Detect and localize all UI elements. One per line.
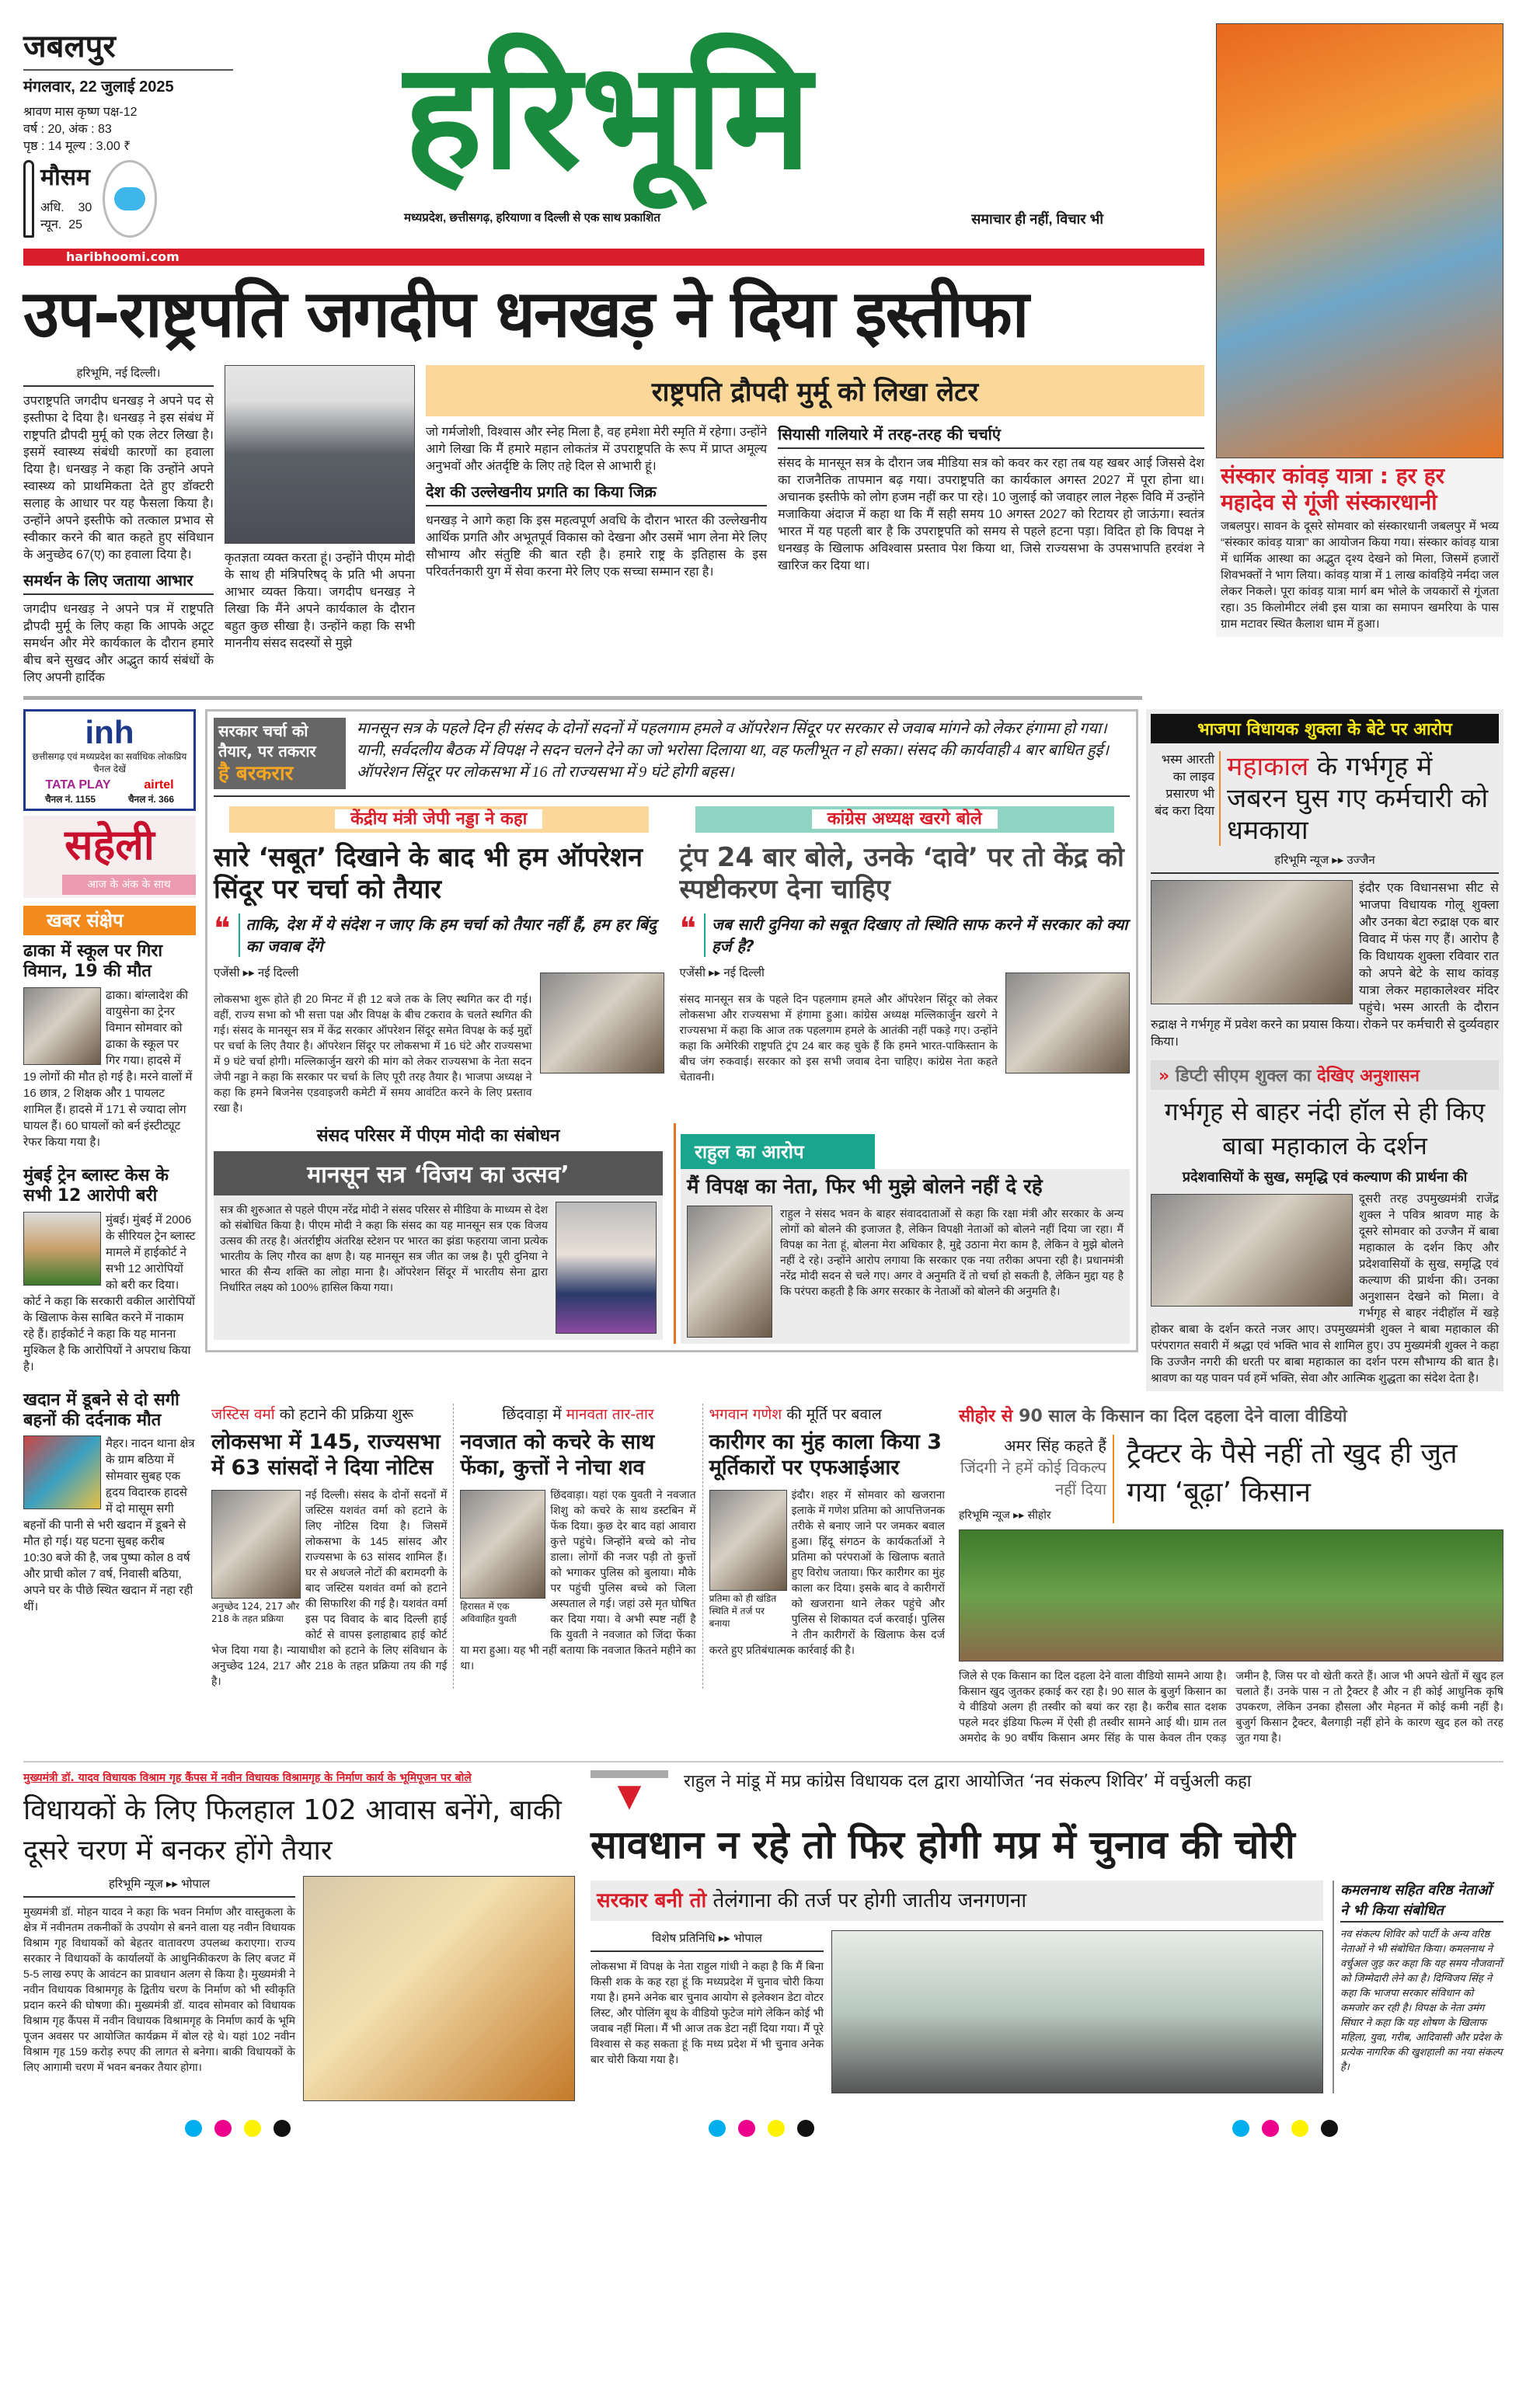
masthead-info: [23, 23, 233, 238]
rahul-photo: [687, 1206, 772, 1338]
body-text: उपराष्ट्रपति जगदीप धनखड़ ने अपने पद से इस्तीफा दे दिया है। धनखड़ ने इस संबंध में राष्ट्रपति द्रौपदी मुर्मू को एक लेटर लिखा है। इसमें स्वास्थ्य संबंधी कारणों का हवाला दिया है। धनखड़ ने कहा कि उन्होंने अपने स्वास्थ्य को प्राथमिकता देते हुए डॉक्टरी सलाह के आधार पर यह फैसला किया है। उन्होंने अपने इस्तीफे को तत्काल प्रभाव से स्वीकार करने की बात कहते हुए संविधान के अनुच्छेद 67(ए) का हवाला दिया है।: [23, 395, 214, 562]
subheading: देश की उल्लेखनीय प्रगति का किया जिक्र: [426, 482, 767, 506]
quote-icon: ❝: [214, 910, 231, 947]
deputy-subheading: प्रदेशवासियों के सुख, समृद्धि एवं कल्याण की प्रार्थना की: [1182, 1169, 1468, 1186]
brief-body: ढाका। बांग्लादेश की वायुसेना का ट्रेनर विमान सोमवार को ढाका के स्कूल पर गिर गया। हादसे में 19 लोगों की मौत हो गई है। मरने वालों में 16 छात्र, 2 शिक्षक और 1 पायलट शामिल हैं। हादसे में 171 से ज्यादा लोग घायल हैं। 60 घायलों को बर्न इंस्टीट्यूट रेफर किया गया है।: [23, 988, 193, 1149]
kicker: मुख्यमंत्री डॉ. यादव विधायक विश्राम गृह कैंपस में नवीन विधायक विश्रामगृह के निर्माण कार्य के भूमिपूजन पर बोले: [23, 1772, 472, 1785]
kicker-red: सीहोर से: [959, 1407, 1013, 1427]
kicker-red: भगवान गणेश: [709, 1406, 782, 1424]
kicker-red: देखिए अनुशासन: [1317, 1067, 1420, 1087]
body-text: सत्र की शुरुआत से पहले पीएम नरेंद्र मोदी ने संसद परिसर से मीडिया के माध्यम से देश को संबोधित किया है। पीएम मोदी ने कहा कि संसद का यह मानसून सत्र एक विजय उत्सव की तरह है। अंतर्राष्ट्रीय अंतरिक्ष स्टेशन पर भारत का झंडा फहराया जाना प्रत्येक भारतीय के लिए गौरव का क्षण है। यह मानसून सत्र जीत का जश्न है। पूरी दुनिया ने भारत की सैन्य शक्ति का लोहा माना है। ऑपरेशन सिंदूर में भारतीय सेना द्वारा निर्धारित लक्ष्य को 100% हासिल किया गया।: [220, 1202, 548, 1293]
weather-label: मौसम: [40, 165, 90, 190]
airtel-logo: airtel: [144, 778, 174, 792]
middle-section: [23, 709, 1503, 1745]
ganesh-story: [703, 1404, 951, 1689]
kicker: राहुल का आरोप: [681, 1134, 875, 1169]
panchang: श्रावण मास कृष्ण पक्ष-12: [23, 106, 138, 119]
headline-text: के गर्भगृह में जबरन घुस गए कर्मचारी को धमकाया: [1227, 751, 1489, 846]
website-bar: [23, 249, 1204, 266]
side-note: भस्म आरती का लाइव प्रसारण भी बंद करा दिया: [1151, 751, 1221, 846]
tataplay-logo: TATA PLAY: [45, 778, 111, 792]
dateline: हरिभूमि न्यूज ▸▸ सीहोर: [959, 1509, 1051, 1522]
lead-col-1: [23, 365, 214, 687]
body-text: संसद के मानसून सत्र के दौरान जब मीडिया सत्र को कवर कर रहा तब यह खबर आई जिससे देश का राजनैतिक तापमान बढ़ गया। उपराष्ट्रपति का कार्यकाल अगस्त 2027 में पूरा होना था। अचानक इस्तीफे को लोग हजम नहीं कर पा रहे। 10 जुलाई को जवाहर लाल नेहरू विवि में उन्होंने मजाकिया अंदाज में कहा था कि मैं सही समय 10 अगस्त 2027 को रिटायर हो जाऊंगा। स्वतंत्र भारत में यह पहली बार है कि उपराष्ट्रपति को समय से पहले हटना पड़ा। विदित हो कि विपक्ष ने धनखड़ के खिलाफ अविश्वास प्रस्ताव पेश किया था, जिसे राज्यसभा के उपसभापति हरवंश ने खारिज कर दिया था।: [778, 457, 1204, 572]
letter-headline-box: [426, 365, 1204, 416]
kharge-photo: [1005, 973, 1130, 1074]
headline: सावधान न रहे तो फिर होगी मप्र में चुनाव की चोरी: [591, 1822, 1295, 1868]
subheadline: [591, 1881, 1323, 1921]
body-text: मुख्यमंत्री डॉ. मोहन यादव ने कहा कि भवन निर्माण और वास्तुकला के क्षेत्र में नवीनतम तकनीकों के उपयोग से बनने वाला यह नवीन विधायक विश्राम गृह विधायकों को बेहतर वातावरण उपलब्ध कराएगा। राज्य सरकार ने विधायकों के कार्यालयों के आधुनिकीकरण के लिए बजट में 5-5 लाख रुपए के आवंटन का प्रावधान अलग से किया है। मुख्यमंत्री ने नवीन विधायक विश्रामगृह के द्वितीय चरण के निर्माण को भी स्वीकृति प्रदान करने की घोषणा की। मुख्यमंत्री डॉ. यादव सोमवार को विधायक विश्राम गृह कैंपस में नवीन विधायक विश्रामगृह के निर्माण कार्य के भूमि पूजन अवसर पर आयोजित कार्यक्रम में बोल रहे थे। यहां 102 नवीन विश्राम गृह 159 करोड़ रुपए की लागत से बनेगा। बाकी विधायकों के लिए आगामी चरण में भवन बनकर तैयार होगा।: [23, 1905, 295, 2074]
headline: ट्रैक्टर के पैसे नहीं तो खुद ही जुत गया ‘बूढ़ा’ किसान: [1127, 1438, 1458, 1509]
headline: नवजात को कचरे के साथ फेंका, कुत्तों ने नोचा शव: [460, 1430, 655, 1480]
brief-item: [23, 941, 196, 1150]
lead-right-cols: [426, 365, 1204, 581]
body-text: नई दिल्ली। संसद के दोनों सदनों में जस्टिस यशवंत वर्मा को हटाने के लिए नोटिस दिया है। जिसमें लोकसभा के 145 सांसद और राज्यसभा के 63 सांसद शामिल हैं। घर से अधजले नोटों की बरामदगी के बाद जस्टिस यशवंत वर्मा को हटाने की सिफारिश की गई है। यशवंत वर्मा इस पद विवाद के बाद दिल्ली हाई कोर्ट से वापस इलाहाबाद हाई कोर्ट भेज दिया गया है। न्यायाधीश को हटाने के लिए संविधान के अनुच्छेद 124, 217 और 218 के तहत प्रक्रिया तय की गई है।: [211, 1488, 448, 1688]
briefs-label: खबर संक्षेप: [23, 906, 196, 935]
chori-story: [591, 1770, 1503, 2093]
subheading: सियासी गलियारे में तरह-तरह की चर्चाएं: [778, 424, 1204, 449]
inh-logo: inh: [85, 714, 134, 750]
saheli-ad[interactable]: [23, 816, 196, 898]
subheading: समर्थन के लिए जताया आभार: [23, 570, 214, 595]
saheli-tagline: आज के अंक के साथ: [62, 875, 196, 895]
row3-section: [205, 1404, 1503, 1745]
body-text: इंदौर। शहर में सोमवार को खजराना इलाके में गणेश प्रतिमा को आपत्तिजनक तरीके से बनाए जाने पर जमकर बवाल हुआ। हिंदू संगठन के कार्यकर्ताओं ने प्रतिमा को परंपराओं के खिलाफ बताते हुए विरोध जताया। फिर कारीगर का मुंह काला कर दिया। इसके बाद वे कारीगरों को खजराना थाने लेकर पहुंचे और पुलिस से शिकायत दर्ज करवाई। पुलिस ने तीन कारीगरों के खिलाफ केस दर्ज करते हुए प्रतिबंधात्मक कार्रवाई की है।: [709, 1488, 945, 1657]
sindoor-box: [205, 709, 1138, 1352]
sub-text: तेलंगाना की तर्ज पर होगी जातीय जनगणना: [712, 1889, 1027, 1913]
quote-text: जब सारी दुनिया को सबूत दिखाए तो स्थिति साफ करने में सरकार को क्या हर्ज है?: [704, 913, 1130, 957]
newborn-photo: [460, 1490, 545, 1599]
body-text: संसद मानसून सत्र के पहले दिन पहलगाम हमले और ऑपरेशन सिंदूर को लेकर लोकसभा और राज्यसभा में हंगामा हुआ। कांग्रेस अध्यक्ष मल्लिकार्जुन खरगे ने राज्यसभा में कहा कि आज तक पहलगाम हमले के आतंकी नहीं पकड़े गए। उन्होंने कहा कि अमेरिकी राष्ट्रपति ट्रंप 24 बार कह चुके हैं कि हमने भारत-पाकिस्तान के बीच जंग रुकवाई। सरकार को इस सभी जवाब देना चाहिए। कांग्रेस नेता कहते चेतावनी।: [679, 992, 998, 1083]
kicker: डिप्टी सीएम शुक्ल का: [1175, 1067, 1312, 1087]
left-sidebar: [23, 709, 196, 1615]
quote: [214, 910, 664, 957]
kanwar-photo: [1216, 23, 1503, 458]
inh-ad[interactable]: [23, 709, 196, 811]
headline: [1227, 751, 1499, 846]
lead-col-2: [225, 365, 415, 652]
deputy-headline: गर्भगृह से बाहर नंदी हॉल से ही किए बाबा महाकाल के दर्शन: [1164, 1097, 1486, 1161]
pages-price: पृष्ठ : 14 मूल्य : 3.00 ₹: [23, 140, 131, 153]
tag-line: है बरकरार: [218, 762, 294, 785]
edition-city: जबलपुर: [23, 23, 233, 71]
side-body: नव संकल्प शिविर को पार्टी के अन्य वरिष्ठ नेताओं ने भी संबोधित किया। कमलनाथ ने वर्चुअल जुड़ कर कहा कि यह समय नौजवानों को जिम्मेदारी लेने का है। दिग्विजय सिंह ने कहा कि भाजपा सरकार संविधान को कमजोर कर रही है। विपक्ष के नेता उमंग सिंघार ने कहा कि यह शोषण के खिलाफ महिला, युवा, गरीब, आदिवासी और प्रदेश के प्रत्येक नागरिक की खुशहाली का नया संकल्प है।: [1340, 1929, 1503, 2074]
body-text: कृतज्ञता व्यक्त करता हूं। उन्होंने पीएम मोदी के साथ ही मंत्रिपरिषद् के प्रति भी अपना आभार व्यक्त किया। जगदीप धनखड़ ने लिखा कि मैंने अपने कार्यकाल के दौरान बहुत कुछ सीखा है। उन्होंने कहा कि सभी माननीय संसद सदस्यों से मुझे: [225, 552, 415, 650]
divider: [23, 696, 1142, 700]
middle-main: [205, 709, 1503, 1745]
newborn-story: [454, 1404, 702, 1689]
airtel-channel: चैनल नं. 366: [127, 794, 175, 805]
thermometer-icon: [23, 160, 34, 238]
kicker-red: जस्टिस वर्मा: [211, 1406, 275, 1424]
headline: ट्रंप 24 बार बोले, उनके ‘दावे’ पर तो केंद्र को स्पष्टीकरण देना चाहिए: [679, 842, 1124, 905]
dateline: हरिभूमि न्यूज ▸▸ भोपाल: [23, 1876, 295, 1898]
kicker-red: मानवता तार-तार: [566, 1406, 654, 1424]
letter-headline: राष्ट्रपति द्रौपदी मुर्मू को लिखा लेटर: [651, 377, 979, 408]
kicker: छिंदवाड़ा में: [502, 1406, 562, 1424]
weather-box: [23, 160, 233, 238]
photo-caption: प्रतिमा को ही खंडित स्थिति में तर्ज पर बनाया: [709, 1593, 777, 1630]
headline: कारीगर का मुंह काला किया 3 मूर्तिकारों पर एफआईआर: [709, 1430, 942, 1480]
top-left: [23, 23, 1204, 687]
headline: लोकसभा में 145, राज्यसभा में 63 सांसदों ने दिया नोटिस: [211, 1430, 441, 1480]
bottom-section: [23, 1761, 1503, 2101]
kicker: संसद परिसर में पीएम मोदी का संबोधन: [316, 1126, 560, 1146]
kisan-photo: [959, 1529, 1503, 1662]
brief-headline: ढाका में स्कूल पर गिरा विमान, 19 की मौत: [23, 941, 163, 982]
lead-headline: उप-राष्ट्रपति जगदीप धनखड़ ने दिया इस्तीफा: [23, 276, 1028, 352]
photo-caption: अनुच्छेद 124, 217 और 218 के तहत प्रक्रिया: [211, 1601, 300, 1625]
kanwar-story: [1216, 458, 1503, 637]
cloud-icon: [103, 160, 157, 238]
body-text: छिंदवाड़ा। यहां एक युवती ने नवजात शिशु को कचरे के साथ डस्टबिन में फेंक दिया। कुछ देर बाद वहां आवारा कुत्ते पहुंचे। जिन्होंने बच्चे को नोच डाला। लोगों की नजर पड़ी तो कुत्तों को भगाकर पुलिस को बुलाया। मौके पर पहुंची पुलिस बच्चे को जिला अस्पताल ले गई। जहां उसे मृत घोषित कर दिया गया। वे अभी स्पष्ट नहीं है कि युवती ने नवजात को जिंदा फेंका या मरा हुआ। यह भी नहीं बताया कि नवजात कितने महीने का था।: [460, 1488, 696, 1672]
headline-red: महाकाल: [1227, 751, 1309, 782]
brief-item: [23, 1390, 196, 1616]
sindoor-tag: [214, 718, 346, 789]
tagline-left: मध्यप्रदेश, छत्तीसगढ़, हरियाणा व दिल्ली से एक साथ प्रकाशित: [404, 211, 660, 224]
body-text: दूसरी तरह उपमुख्यमंत्री राजेंद्र शुक्ल ने पवित्र श्रावण माह के दूसरे सोमवार को उज्जैन में बाबा महाकाल के दर्शन किए और प्रदेशवासियों के सुख, समृद्धि एवं कल्याण की प्रार्थना की। उनका अनुशासन देखने को मिला। वे गर्भगृह से बाहर नंदीहॉल में खड़े होकर बाबा के दर्शन करते नजर आए। उपमुख्यमंत्री शुक्ल ने बाबा महाकाल की परंपरागत सवारी में श्रद्धा एवं भक्ति भाव से शामिल हुए। उप मुख्यमंत्री शुक्ल ने कहा कि उज्जैन नगरी की धरती पर बाबा महाकाल का दर्शन परम सौभाग्य की बात है। श्रावण का यह पावन पर्व हमें भक्ति, सेवा और आत्मिक शुद्धता का संदेश देता है।: [1151, 1192, 1499, 1386]
kanwar-headline: संस्कार कांवड़ यात्रा : हर हर महादेव से गूंजी संस्कारधानी: [1221, 463, 1445, 515]
kisan-story: [959, 1404, 1503, 1745]
tag-line: सरकार चर्चा को: [218, 722, 308, 740]
photo-caption: हिरासत में एक अविवाहित युवती: [460, 1601, 517, 1625]
top-right: [1216, 23, 1503, 637]
nadda-photo: [540, 973, 664, 1074]
lead-story: [23, 365, 1204, 687]
quote-line: अमर सिंह कहते हैं: [1004, 1436, 1106, 1456]
top-section: [23, 23, 1503, 687]
rahul-story: [674, 1123, 1130, 1344]
max-temp: 30: [78, 201, 92, 214]
justice-story: [205, 1404, 454, 1689]
body-text: लोकसभा शुरू होते ही 20 मिनट में ही 12 बजे तक के लिए स्थगित कर दी गई। वहीं, राज्य सभा को भी सत्ता पक्ष और विपक्ष के बीच टकराव के चलते स्थगित की गई। संसद के मानसून सत्र में केंद्र सरकार ऑपरेशन सिंदूर समेत विपक्ष के कई मुद्दों पर चर्चा के लिए तैयार है। ऑपरेशन सिंदूर पर लोकसभा में 16 घंटे और राज्यसभा में 9 घंटे चर्चा होगी। मल्लिकार्जुन खरगे की मांग को लेकर राज्यसभा के नेता सदन जेपी नड्डा ने कहा कि सरकार पर चर्चा के लिए पूरी तरह तैयार है। भाजपा अध्यक्ष ने कहा कि हमने बिजनेस एडवाइजरी कमेटी में समय आवंटित करने के लिए प्रस्ताव रखा है।: [214, 992, 532, 1114]
quote-text: ताकि, देश में ये संदेश न जाए कि हम चर्चा को तैयार नहीं हैं, हम हर बिंदु का जवाब देंगे: [239, 913, 664, 957]
kicker-band: [695, 806, 1115, 833]
min-temp: 25: [68, 218, 83, 231]
tataplay-channel: चैनल नं. 1155: [44, 794, 96, 805]
headline: विधायकों के लिए फिलहाल 102 आवास बनेंगे, बाकी दूसरे चरण में बनकर होंगे तैयार: [23, 1794, 562, 1867]
brief-item: [23, 1166, 196, 1375]
dateline: विशेष प्रतिनिधि ▸▸ भोपाल: [591, 1930, 824, 1952]
kamalnath-sidebar: [1333, 1881, 1503, 2093]
issue-number: वर्ष : 20, अंक : 83: [23, 123, 112, 136]
sub-red: सरकार बनी तो: [597, 1889, 707, 1913]
max-label: अधि.: [40, 201, 64, 214]
brief-body: मैहर। नादन थाना क्षेत्र के ग्राम बठिया में सोमवार सुबह एक हृदय विदारक हादसे में दो मासूम सगी बहनों की पानी से भरी खदान में डूबने से मौत हो गई। यह घटना सुबह करीब 10:30 बजे की है, जब पुष्पा कोल 8 वर्ष और प्राची कोल 7 वर्ष, निवासी बठिया, अपने घर के पीछे स्थित खदान में नहा रही थीं।: [23, 1437, 195, 1614]
masthead: [23, 23, 1204, 238]
row3: [205, 1404, 951, 1689]
headline: सारे ‘सबूत’ दिखाने के बाद भी हम ऑपरेशन सिंदूर पर चर्चा को तैयार: [214, 842, 643, 905]
ganesh-photo: [709, 1490, 787, 1591]
arrow-down-icon: ▼: [591, 1770, 668, 1814]
banner: भाजपा विधायक शुक्ला के बेटे पर आरोप: [1151, 714, 1499, 743]
mahakal-box: [1146, 709, 1503, 1391]
body-text: जगदीप धनखड़ ने अपने पत्र में राष्ट्रपति द्रौपदी मुर्मू के लिए कहा कि आपके अटूट समर्थन और मेरे कार्यकाल के दौरान हमारे बीच बने सुखद और अद्भुत कार्य संबंधों के लिए अपनी हार्दिक: [23, 603, 214, 684]
shivir-photo: [831, 1930, 1323, 2093]
tag-line: तैयार, पर तकरार: [218, 742, 316, 760]
sisters-photo: [23, 1435, 101, 1509]
brief-body: मुंबई। मुंबई में 2006 के सीरियल ट्रेन ब्लास्ट मामले में हाईकोर्ट ने सभी 12 आरोपियों को बरी कर दिया। कोर्ट ने कहा कि सरकारी वकील आरोपियों के खिलाफ केस साबित करने में नाकाम रहे हैं। हाईकोर्ट ने कहा कि यह मानना मुश्किल है कि आरोपियों ने अपराध किया है।: [23, 1213, 196, 1373]
side-headline: कमलनाथ सहित वरिष्ठ नेताओं ने भी किया संबोधित: [1340, 1881, 1503, 1923]
body-text: जिले से एक किसान का दिल दहला देने वाला वीडियो सामने आया है। किसान खुद जुतकर हकाई कर रहा है। 90 साल के बुजुर्ग किसान का ये वीडियो अलग ही तस्वीर को बयां कर रहा है। करीब सात दशक पहले मदर इंडिया फिल्म में ऐसी ही तस्वीर सामने आई थी। ग्राम तल अमरोद के 90 वर्षीय किसान अमर सिंह के पास केवल तीन एकड़ जमीन है, जिस पर वो खेती करते हैं। आज भी अपने खेतों में खुद हल चलाते हैं। उनके पास न तो ट्रैक्टर है और न ही कोई आधुनिक कृषि उपकरण, लेकिन उनका हौसला और मेहनत में कोई कमी नहीं है। बुजुर्ग किसान ट्रैक्टर, बैलगाड़ी नहीं होने के कारण खुद हल को तरह जुत गया है।: [959, 1669, 1503, 1745]
quote: [679, 910, 1131, 957]
rudraksh-photo: [1151, 880, 1353, 1004]
crash-photo: [23, 987, 101, 1065]
deputy-photo: [1151, 1194, 1353, 1307]
dateline: एजेंसी ▸▸ नई दिल्ली: [679, 966, 765, 980]
lead-col-3: [426, 424, 767, 581]
quote-icon: ❝: [679, 910, 697, 947]
registration-marks: [179, 2120, 1344, 2140]
inh-tagline: छत्तीसगढ़ एवं मध्यप्रदेश का सर्वाधिक लोकप्रिय चैनल देखें: [32, 751, 187, 774]
body-text: इंदौर एक विधानसभा सीट से भाजपा विधायक गोलू शुक्ला और उनका बेटा रुद्राक्ष एक बार विवाद में फंस गए हैं। आरोप है कि विधायक शुक्ला रविवार रात को अपने बेटे के साथ कांवड़ यात्रा लेकर महाकालेश्वर मंदिर पहुंचे। भस्म आरती के दौरान रुद्राक्ष ने गर्भगृह में प्रवेश करने का प्रयास किया। रोकने पर कर्मचारी से दुर्व्यवहार किया।: [1151, 882, 1499, 1049]
quote-line: जिंदगी ने हमें कोई विकल्प नहीं दिया: [960, 1458, 1106, 1499]
kharge-story: [680, 806, 1131, 1115]
nadda-story: [214, 806, 664, 1115]
dateline: हरिभूमि, नई दिल्ली।: [23, 365, 214, 387]
body-text: जो गर्मजोशी, विश्वास और स्नेह मिला है, वह हमेशा मेरी स्मृति में रहेगा। उन्होंने आगे लिखा कि मैं हमारे महान लोकतंत्र में उपराष्ट्रपति के रूप में प्राप्त अमूल्य अनुभवों और अंतर्दृष्टि के लिए तहे दिल से आभारी हूं।: [426, 426, 768, 473]
edition-date: मंगलवार, 22 जुलाई 2025: [23, 78, 174, 96]
brief-headline: मुंबई ट्रेन ब्लास्ट केस के सभी 12 आरोपी बरी: [23, 1165, 169, 1206]
saheli-logo: सहेली: [64, 820, 155, 869]
kanwar-body: जबलपुर। सावन के दूसरे सोमवार को संस्कारधानी जबलपुर में भव्य “संस्कार कांवड़ यात्रा” का आयोजन किया गया। संस्कार कांवड़ यात्रा में धार्मिक आस्था का अद्भुत दृश्य देखने को मिला, जिसमें हजारों शिवभक्तों ने भाग लिया। कांवड़ यात्रा में 1 लाख कांवड़िये नर्मदा जल लेकर निकले। पूरा कांवड़ यात्रा मार्ग बम भोले के जयकारों से गूंजता रहा। 35 किलोमीटर लंबी इस यात्रा का समापन खमरिया के पास ग्राम मटावर स्थित कैलाश धाम में हुआ।: [1221, 520, 1499, 632]
logo-area: [249, 23, 1204, 228]
lead-col-4: [778, 424, 1204, 575]
body-text: धनखड़ ने आगे कहा कि इस महत्वपूर्ण अवधि के दौरान भारत की उल्लेखनीय आर्थिक प्रगति और अभूतपूर्व विकास को देखना और उसमें भाग लेना मेरे लिए सौभाग्य और संतुष्टि की बात रही है। हमारे राष्ट्र के इतिहास के इस परिवर्तनकारी युग में सेवा करना मेरे लिए एक सच्चा सम्मान रहा है।: [426, 514, 768, 579]
kicker: की मूर्ति पर बवाल: [786, 1406, 882, 1424]
sindoor-intro: मानसून सत्र के पहले दिन ही संसद के दोनों सदनों में पहलगाम हमले व ऑपरेशन सिंदूर पर सरकार से जवाब मांगने को लेकर हंगामा हो गया। यानी, सर्वदलीय बैठक में विपक्ष ने सदन चलने देने का जो भरोसा दिलाया था, वह फलीभूत न हो सका। संसद की कार्यवाही 4 बार बाधित हुई। ऑपरेशन सिंदूर पर लोकसभा में 16 तो राज्यसभा में 9 घंटे होगी बहस।: [357, 720, 1110, 781]
logo: हरिभूमि: [404, 30, 812, 202]
tagline-right: समाचार ही नहीं, विचार भी: [971, 211, 1103, 227]
kicker: 90 साल के किसान का दिल दहला देने वाला वीडियो: [1019, 1407, 1347, 1427]
justice-photo: [211, 1490, 301, 1599]
deputy-kicker: » डिप्टी सीएम शुक्ल का देखिए अनुशासन: [1151, 1060, 1499, 1090]
body-text: राहुल ने संसद भवन के बाहर संवाददाताओं से कहा कि रक्षा मंत्री और सरकार के अन्य लोगों को बोलने की इजाजत है, लेकिन विपक्षी नेताओं को बोलने नहीं दिया जा रहा। मैं विपक्ष का नेता हूं, बोलना मेरा अधिकार है, मुद्दे उठाना मेरा काम है, लेकिन वे मुझे बोलने नहीं दे रहे। उन्होंने आरोप लगाया कि सरकार एक नया तरीका अपना रही है। प्रधानमंत्री नरेंद्र मोदी सदन से चले गए। अगर वे अनुमति दें तो चर्चा हो सकती है, लेकिन मुद्दा यह है कि परंपरा कहती है कि अगर सरकार के नेताओं को बोलने की अनुमति है।: [780, 1206, 1124, 1297]
awas-photo: [303, 1876, 575, 2101]
dhankhar-photo: [225, 365, 415, 544]
modi-story: [214, 1123, 663, 1344]
modi-photo: [556, 1202, 657, 1334]
kicker: केंद्रीय मंत्री जेपी नड्डा ने कहा: [335, 809, 542, 829]
headline: मैं विपक्ष का नेता, फिर भी मुझे बोलने नहीं दे रहे: [687, 1174, 1043, 1199]
court-photo: [23, 1212, 101, 1286]
headline: मानसून सत्र ‘विजय का उत्सव’: [214, 1151, 663, 1195]
body-text: लोकसभा में विपक्ष के नेता राहुल गांधी ने कहा है कि मैं बिना किसी शक के कह रहा हूं कि मध्यप्रदेश में चुनाव चोरी किया गया है। हमने अनेक बार चुनाव आयोग से इलेक्शन डेटा वोटर लिस्ट, और पोलिंग बूथ के वीडियो फुटेज मांगे लेकिन कोई भी जवाब नहीं मिला। मैं भी आज तक डेटा नहीं दिया गया। मैं पूरे विश्वास से कह सकता हूं कि मध्य प्रदेश में भी चुनाव अनेक बार चोरी किया गया है।: [591, 1960, 824, 2066]
kicker: कांग्रेस अध्यक्ष खरगे बोले: [812, 809, 998, 829]
website-link[interactable]: haribhoomi.com: [66, 249, 179, 264]
kicker-band: [229, 806, 649, 833]
min-label: न्यून.: [40, 218, 62, 231]
kicker: को हटाने की प्रक्रिया शुरू: [279, 1406, 414, 1424]
awas-story: [23, 1770, 575, 2101]
dateline: एजेंसी ▸▸ नई दिल्ली: [214, 966, 299, 980]
dateline: हरिभूमि न्यूज ▸▸ उज्जैन: [1151, 852, 1499, 874]
brief-headline: खदान में डूबने से दो सगी बहनों की दर्दनाक मौत: [23, 1390, 179, 1430]
kicker: राहुल ने मांडू में मप्र कांग्रेस विधायक दल द्वारा आयोजित ‘नव संकल्प शिविर’ में वर्चुअली कहा: [684, 1772, 1252, 1792]
